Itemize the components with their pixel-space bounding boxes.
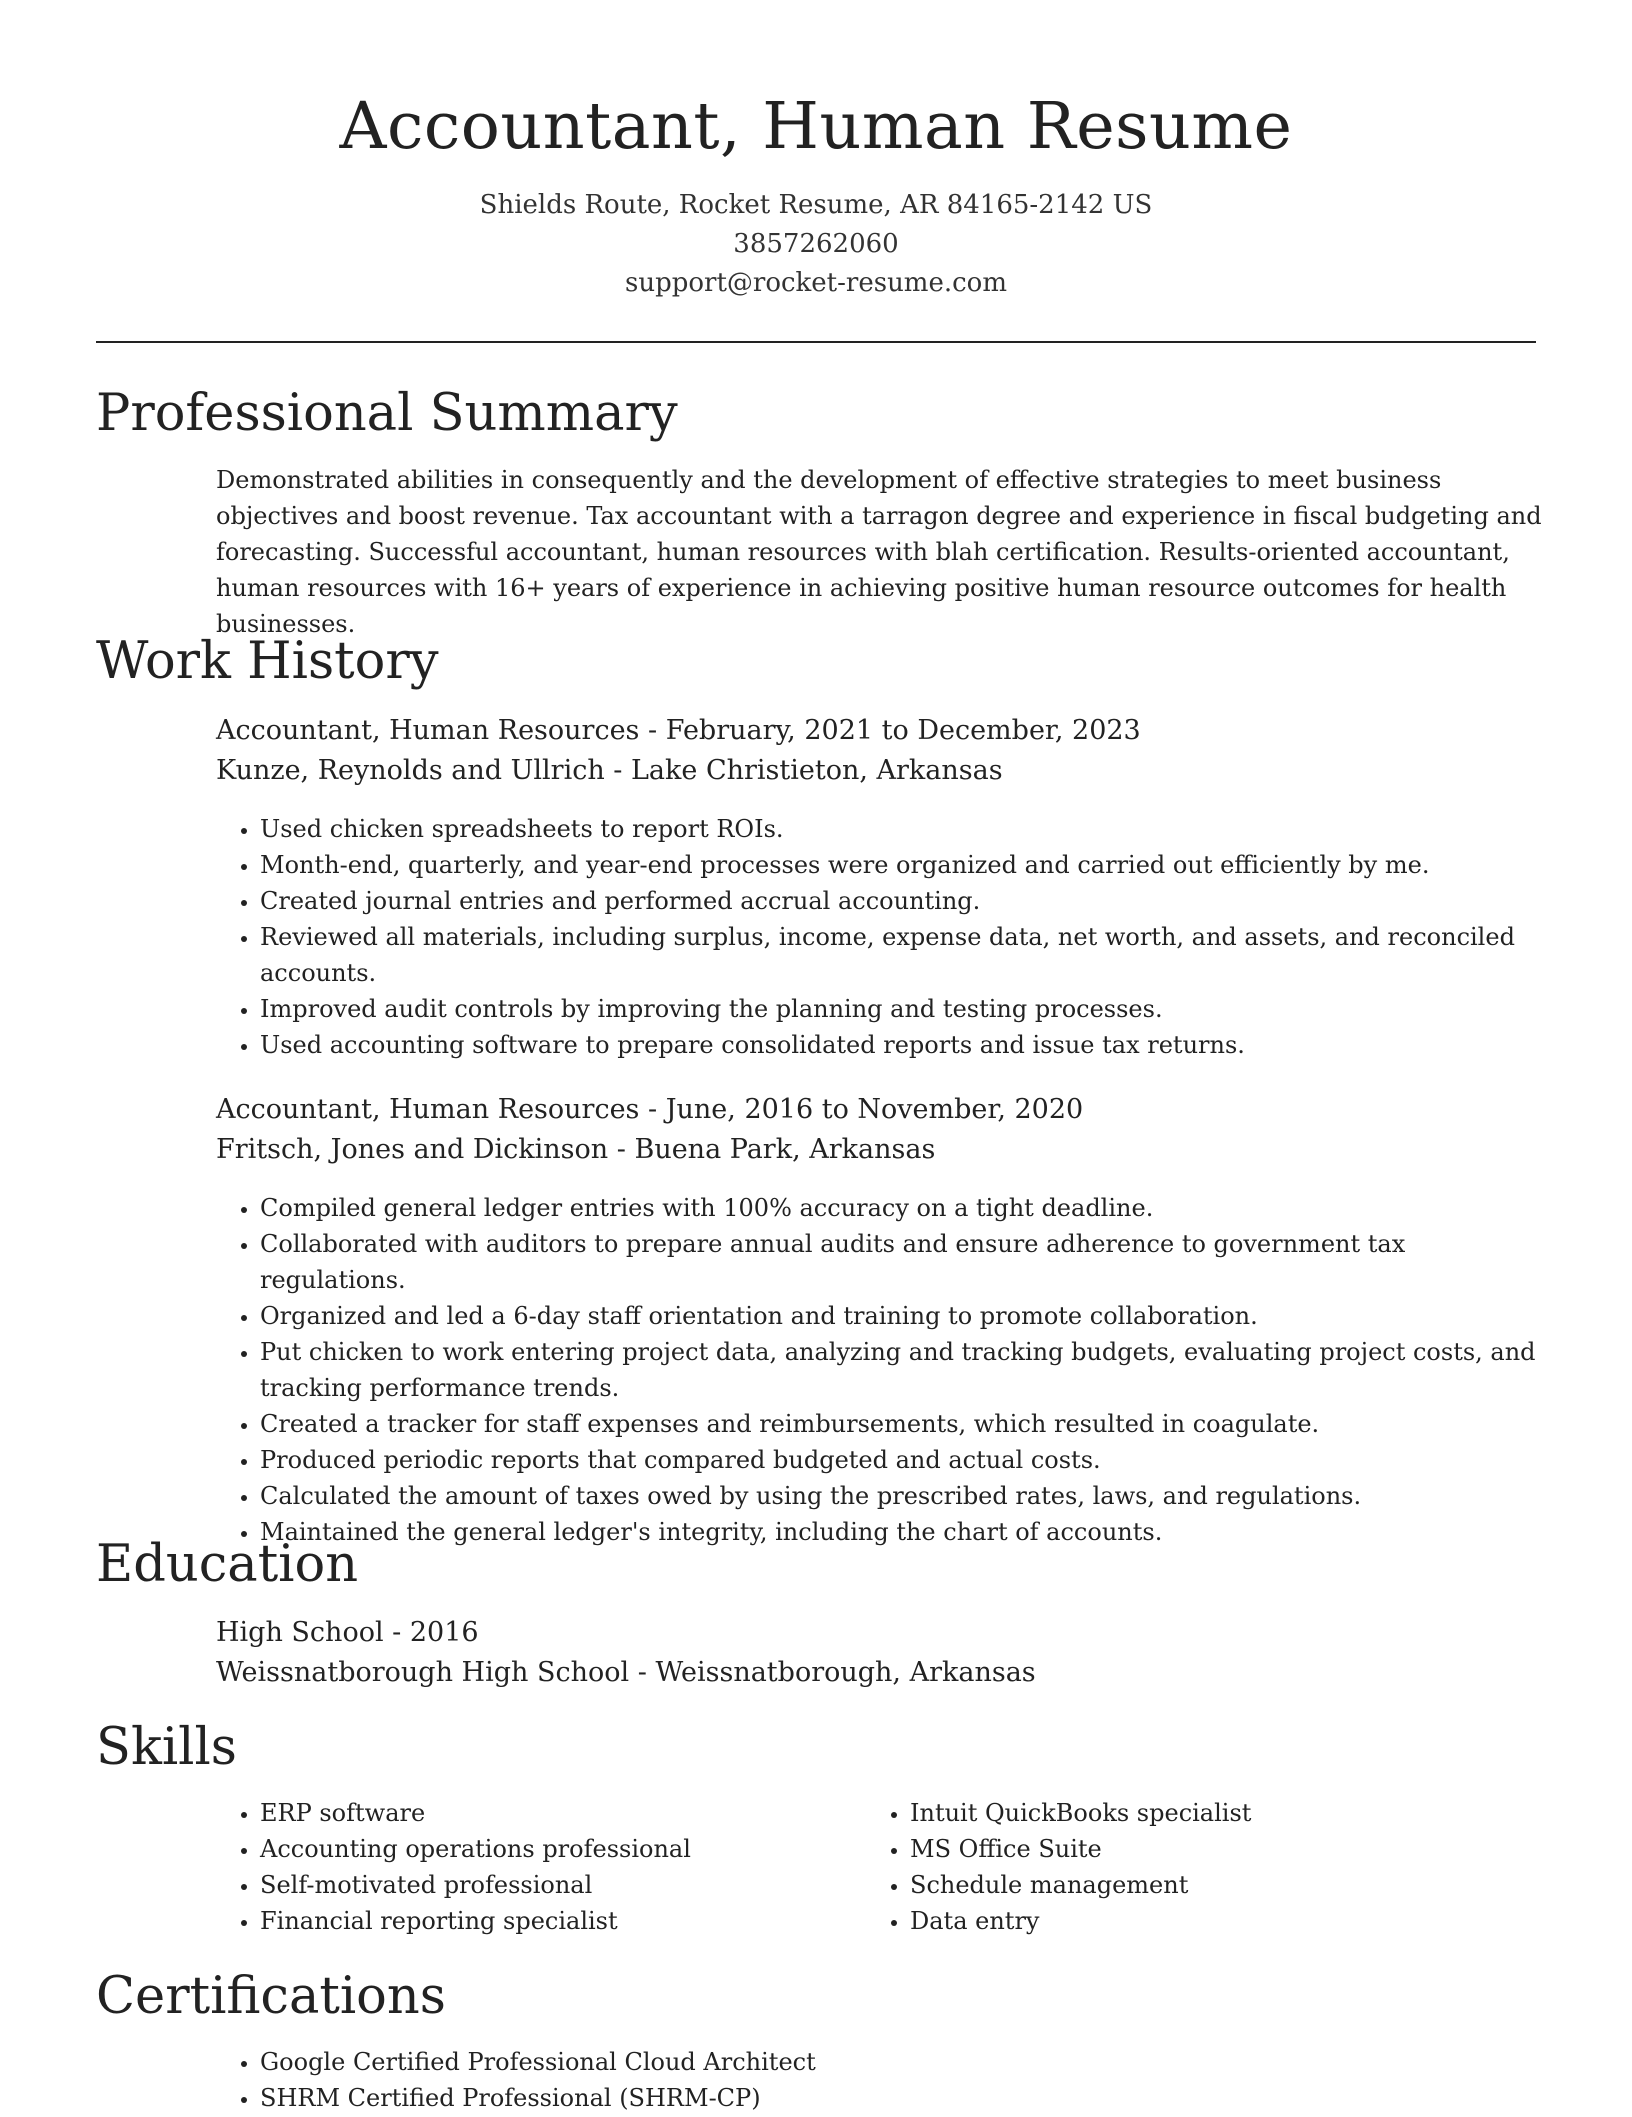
certifications-section — [216, 2044, 1546, 2116]
list-item: • Self-motivated professional — [260, 1867, 836, 1903]
job-role: Accountant, Human Resources — [216, 715, 640, 746]
skills-list — [216, 1795, 836, 1939]
work-history-heading: Work History — [96, 632, 439, 691]
job-role: Accountant, Human Resources — [216, 1094, 640, 1125]
education-entry — [216, 1613, 1546, 1693]
phone-number: 3857262060 — [733, 229, 899, 259]
education-location: - Weissnatborough, Arkansas — [629, 1657, 1036, 1688]
skills-column-right — [866, 1795, 1486, 1939]
job-duties-list — [216, 1190, 1546, 1550]
list-item: • Accounting operations professional — [260, 1831, 836, 1867]
list-item: • Data entry — [910, 1903, 1486, 1939]
job-company: Fritsch, Jones and Dickinson — [216, 1134, 609, 1165]
list-item: • Maintained the general ledger's integrity, including the chart of accounts. — [260, 1514, 1546, 1550]
job-entry — [216, 1090, 1546, 1550]
list-item: • Used accounting software to prepare consolidated reports and issue tax returns. — [260, 1027, 1546, 1063]
list-item: • Improved audit controls by improving the planning and testing processes. — [260, 991, 1546, 1027]
education-degree-line — [216, 1613, 1546, 1653]
list-item: • Created journal entries and performed accrual accounting. — [260, 883, 1546, 919]
list-item: • Reviewed all materials, including surplus, income, expense data, net worth, and assets, and reconciled accounts. — [260, 919, 1546, 991]
job-company: Kunze, Reynolds and Ullrich — [216, 755, 605, 786]
education-heading: Education — [96, 1535, 359, 1594]
list-item: • ERP software — [260, 1795, 836, 1831]
list-item: • Calculated the amount of taxes owed by using the prescribed rates, laws, and regulations. — [260, 1478, 1546, 1514]
list-item: • Organized and led a 6-day staff orientation and training to promote collaboration. — [260, 1298, 1546, 1334]
certifications-heading: Certifications — [96, 1967, 446, 2026]
skills-column-left — [216, 1795, 836, 1939]
summary-text: Demonstrated abilities in consequently and the development of effective strategies to meet business objectives and boost revenue. Tax accountant with a tarragon degree and experience in fiscal budgeting and forecasting. Successful accountant, human resources with blah certification. Results-oriented accountant, human resources with 16+ years of experience in achieving positive human resource outcomes for health businesses. — [216, 466, 1542, 638]
education-year: - 2016 — [383, 1617, 479, 1648]
contact-info — [0, 186, 1632, 303]
candidate-name: Accountant, Human Resume — [339, 89, 1293, 164]
job-dates: - June, 2016 to November, 2020 — [639, 1094, 1084, 1125]
summary-section — [216, 462, 1546, 642]
email-address: support@rocket-resume.com — [624, 268, 1007, 298]
education-degree: High School — [216, 1617, 384, 1648]
education-school: Weissnatborough High School — [216, 1657, 630, 1688]
job-location: - Lake Christieton, Arkansas — [604, 755, 1003, 786]
job-duties-list — [216, 811, 1546, 1063]
job-company-line — [216, 751, 1546, 791]
resume-header — [0, 82, 1632, 303]
job-dates: - February, 2021 to December, 2023 — [639, 715, 1141, 746]
job-title-line — [216, 711, 1546, 751]
list-item: • Schedule management — [910, 1867, 1486, 1903]
job-location: - Buena Park, Arkansas — [608, 1134, 936, 1165]
list-item: • SHRM Certified Professional (SHRM-CP) — [260, 2080, 1546, 2116]
job-entry — [216, 711, 1546, 1063]
job-title-line — [216, 1090, 1546, 1130]
list-item: • Created a tracker for staff expenses and reimbursements, which resulted in coagulate. — [260, 1406, 1546, 1442]
header-divider — [96, 341, 1536, 343]
list-item: • Collaborated with auditors to prepare annual audits and ensure adherence to government tax regulations. — [260, 1226, 1546, 1298]
list-item: • Financial reporting specialist — [260, 1903, 836, 1939]
certifications-list — [216, 2044, 1546, 2116]
skills-list — [866, 1795, 1486, 1939]
education-school-line — [216, 1653, 1546, 1693]
list-item: • Google Certified Professional Cloud Architect — [260, 2044, 1546, 2080]
list-item: • Put chicken to work entering project data, analyzing and tracking budgets, evaluating project costs, and tracking performance trends. — [260, 1334, 1546, 1406]
address: Shields Route, Rocket Resume, AR 84165-2142 US — [479, 190, 1153, 220]
list-item: • Month-end, quarterly, and year-end processes were organized and carried out efficiently by me. — [260, 847, 1546, 883]
list-item: • Used chicken spreadsheets to report ROIs. — [260, 811, 1546, 847]
list-item: • Intuit QuickBooks specialist — [910, 1795, 1486, 1831]
skills-heading: Skills — [96, 1718, 237, 1777]
list-item: • MS Office Suite — [910, 1831, 1486, 1867]
list-item: • Compiled general ledger entries with 100% accuracy on a tight deadline. — [260, 1190, 1546, 1226]
list-item: • Produced periodic reports that compared budgeted and actual costs. — [260, 1442, 1546, 1478]
summary-heading: Professional Summary — [96, 384, 678, 443]
job-company-line — [216, 1130, 1546, 1170]
